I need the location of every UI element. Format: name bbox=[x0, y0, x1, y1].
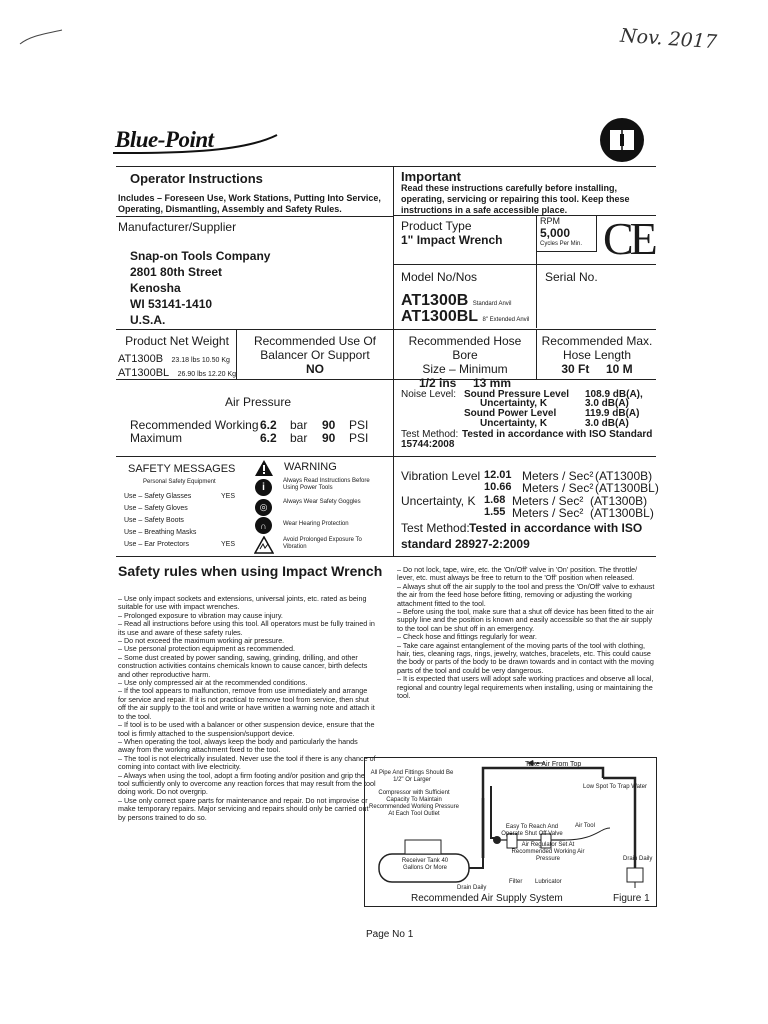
safety-rules-title: Safety rules when using Impact Wrench bbox=[118, 563, 383, 579]
air-pressure-bar-unit: bar bbox=[290, 431, 308, 445]
manufacturer-label: Manufacturer/Supplier bbox=[118, 220, 237, 234]
product-type-value: 1" Impact Wrench bbox=[401, 233, 503, 247]
safety-rule: – Use only correct spare parts for maintenance and repair. Do not improvise or make temporary repairs. Major servicing and repairs should only be carried out by persons trained to do so. bbox=[118, 795, 369, 822]
air-pressure-title: Air Pressure bbox=[225, 395, 292, 409]
vibration-value: 10.66 bbox=[484, 481, 512, 493]
manufacturer-address bbox=[130, 248, 270, 328]
safety-rule: – Prolonged exposure to vibration may cause injury. bbox=[118, 610, 283, 620]
warning-title: WARNING bbox=[284, 461, 337, 473]
ppe-item-label: Use – Safety Glasses bbox=[124, 493, 192, 500]
ppe-item-label: Use – Safety Boots bbox=[124, 517, 184, 524]
figure-number: Figure 1 bbox=[613, 893, 650, 904]
air-supply-figure bbox=[364, 757, 657, 907]
read-instructions-icon: i bbox=[255, 479, 272, 496]
safety-rule: – Some dust created by power sanding, sawing, grinding, drilling, and other construction activities contains chemicals known to cause cancer, birth defects and other reproductive harm. bbox=[118, 652, 368, 679]
address-line: Snap-on Tools Company bbox=[130, 249, 271, 263]
drain-daily-label: Drain Daily bbox=[457, 885, 487, 891]
safety-rule: – Do not exceed the maximum working air pressure. bbox=[118, 636, 285, 646]
noise-test-standard: 15744:2008 bbox=[401, 439, 455, 450]
safety-rule: – The tool is not electrically insulated. Never use the tool if there is any chance of coming into contact with live electricity. bbox=[118, 753, 376, 772]
noise-label: Noise Level: bbox=[401, 389, 457, 400]
low-spot-label: Low Spot To Trap Water bbox=[582, 784, 648, 790]
ppe-item bbox=[124, 503, 244, 515]
vibration-warning-icon bbox=[254, 536, 274, 554]
book-icon bbox=[600, 118, 644, 162]
safety-rules-left bbox=[118, 595, 376, 822]
safety-rule: – If the tool appears to malfunction, remove from use immediately and arrange for service and repair. If it is not practical to remove tool from service, then shut off the air supply to the tool and write or have written a warning note and attach it to the tool. bbox=[118, 686, 375, 721]
weight-label: Product Net Weight bbox=[125, 334, 229, 348]
read-manual-icon bbox=[600, 118, 644, 162]
address-line: 2801 80th Street bbox=[130, 265, 223, 279]
rpm-box bbox=[536, 215, 597, 252]
ppe-list bbox=[124, 491, 244, 551]
air-pressure-row-label: Recommended Working bbox=[130, 418, 259, 432]
air-pressure-bar: 6.2 bbox=[260, 431, 277, 445]
pipe-note: All Pipe And Fittings Should Be 1/2" Or Larger bbox=[370, 770, 454, 783]
ppe-item-value: YES bbox=[221, 493, 236, 500]
air-pressure-bar-unit: bar bbox=[290, 418, 308, 432]
safety-rule: – Use personal protection equipment as recommended. bbox=[118, 644, 295, 654]
safety-rule: – If tool is to be used with a balancer or other suspension device, ensure that the tool is firmly attached to the suspension/support device. bbox=[118, 720, 375, 738]
vibration-model: (AT1300B) bbox=[595, 469, 653, 483]
operator-includes: Includes – Foreseen Use, Work Stations, Putting Into Service, Operating, Dismantling, Assembly and Safety Rules. bbox=[118, 193, 381, 214]
hose-bore-mm: 13 mm bbox=[473, 376, 512, 390]
brand-logo bbox=[115, 127, 214, 153]
hose-bore-ins: 1/2 ins bbox=[418, 376, 457, 390]
drain-daily-label: Drain Daily bbox=[623, 856, 653, 862]
warning-item: Always Wear Safety Goggles bbox=[283, 499, 361, 505]
model-desc: Standard Anvil bbox=[472, 301, 512, 307]
rpm-unit: Cycles Per Min. bbox=[540, 241, 583, 247]
noise-value: 119.9 dB(A) bbox=[585, 408, 640, 419]
safety-rule: – Read all instructions before using this tool. All operators must be fully trained in its use and aware of these safety rules. bbox=[118, 619, 375, 637]
weight-row bbox=[118, 363, 236, 381]
vibration-value: 1.68 bbox=[484, 494, 506, 506]
warning-item: Avoid Prolonged Exposure To Vibration bbox=[283, 537, 362, 550]
noise-name: Uncertainty, K bbox=[480, 418, 548, 429]
hose-length-label-1: Recommended Max. bbox=[541, 334, 653, 348]
hose-length-m: 10 M bbox=[606, 362, 633, 376]
vibration-model: (AT1300B) bbox=[590, 494, 648, 508]
hose-bore-label-2: Size – Minimum bbox=[422, 362, 508, 376]
vibration-model: (AT1300BL) bbox=[595, 481, 659, 495]
warning-item: Wear Hearing Protection bbox=[283, 521, 349, 527]
weight-value: 23.18 lbs 10.50 Kg bbox=[171, 357, 230, 364]
pen-scribble bbox=[18, 28, 64, 48]
handwritten-date: Nov. 2017 bbox=[619, 24, 718, 54]
product-type-label: Product Type bbox=[401, 219, 472, 233]
weight-model: AT1300BL bbox=[118, 367, 170, 379]
safety-rule: – Always when using the tool, adopt a firm footing and/or position and grip the tool sufficiently only to overcome any reaction forces that may result from the tool doing work. Do not overgrip. bbox=[118, 770, 376, 797]
operator-title: Operator Instructions bbox=[130, 171, 263, 186]
ppe-label: Personal Safety Equipment bbox=[143, 479, 216, 485]
warning-triangle-icon bbox=[254, 459, 274, 477]
important-title: Important bbox=[401, 169, 461, 184]
ce-mark: CE bbox=[603, 213, 654, 264]
balancer-label-2: Balancer Or Support bbox=[260, 348, 370, 362]
hose-length bbox=[538, 334, 656, 376]
rpm-value: 5,000 bbox=[540, 226, 571, 240]
noise-test-label: Test Method: bbox=[401, 429, 459, 440]
vibration-unit: Meters / Sec² bbox=[512, 494, 584, 508]
safety-rule: – Take care against entanglement of the moving parts of the tool with clothing, hair, ties, cleaning rags, rings, jewelry, watches, bracelets, etc. This could cause the body or parts of the body to be drawn towards and in contact with the moving parts of the tool and could be very dangerous. bbox=[397, 640, 654, 675]
ppe-item-value: YES bbox=[221, 541, 236, 548]
noise-name: Sound Pressure Level bbox=[464, 389, 570, 400]
ppe-item-label: Use – Ear Protectors bbox=[124, 541, 189, 548]
safety-rule: – Before using the tool, make sure that a shut off device has been fitted to the air supply line and the position is known and easily accessible so that the air supply to the tool can be shut off in an emergency. bbox=[397, 607, 654, 633]
hose-bore bbox=[395, 334, 535, 390]
vibration-test-standard: standard 28927-2:2009 bbox=[401, 537, 530, 551]
vibration-uncertainty-label: Uncertainty, K bbox=[401, 494, 476, 508]
safety-rule: – When operating the tool, always keep the body and particularly the hands away from the working attachment fixed to the tool. bbox=[118, 736, 358, 755]
balancer-label-1: Recommended Use Of bbox=[253, 334, 377, 348]
hose-length-label-2: Hose Length bbox=[562, 348, 632, 362]
safety-rule: – Check hose and fittings regularly for wear. bbox=[397, 632, 537, 642]
vibration-test-label: Test Method: bbox=[401, 521, 470, 535]
vibration-value: 12.01 bbox=[484, 469, 512, 481]
important-text: Read these instructions carefully before installing, operating, servicing or repairing this tool. Keep these instructions in a safe accessible place. bbox=[401, 183, 630, 215]
safety-goggles-icon: ◎ bbox=[255, 499, 272, 516]
model-name: AT1300B bbox=[401, 292, 469, 309]
rpm-label: RPM bbox=[540, 216, 560, 226]
receiver-tank-label: Receiver Tank 40 Gallons Or More bbox=[401, 858, 449, 871]
lubricator-label: Lubricator bbox=[535, 879, 562, 885]
page-number: Page No 1 bbox=[366, 929, 414, 940]
hearing-protection-icon: ∩ bbox=[255, 517, 272, 534]
noise-value: 3.0 dB(A) bbox=[585, 398, 629, 409]
air-pressure-psi-unit: PSI bbox=[349, 418, 369, 432]
ppe-item-label: Use – Safety Gloves bbox=[124, 505, 188, 512]
take-air-label: Take Air From Top bbox=[525, 761, 582, 768]
serial-label: Serial No. bbox=[545, 270, 598, 284]
brand-name: Blue-Point bbox=[115, 127, 214, 152]
figure-caption: Recommended Air Supply System bbox=[411, 893, 563, 904]
logo-swoosh bbox=[111, 123, 281, 159]
address-line: U.S.A. bbox=[130, 313, 166, 327]
air-pressure-psi-unit: PSI bbox=[349, 431, 369, 445]
safety-messages-title: SAFETY MESSAGES bbox=[128, 463, 236, 475]
hose-length-ft: 30 Ft bbox=[561, 362, 590, 376]
weight-value: 26.90 lbs 12.20 Kg bbox=[177, 371, 237, 378]
safety-rule: – Do not lock, tape, wire, etc. the 'On/Off' valve in 'On' position. The throttle/ lever, etc. must always be free to return to the 'Off' position when released. bbox=[397, 565, 638, 583]
weight-model: AT1300B bbox=[118, 353, 164, 365]
model-name: AT1300BL bbox=[401, 308, 479, 325]
safety-rules-right bbox=[397, 566, 655, 701]
warning-item: Always Read Instructions Before Using Power Tools bbox=[283, 478, 370, 491]
noise-name: Uncertainty, K bbox=[480, 398, 548, 409]
ppe-item bbox=[124, 539, 244, 551]
balancer-value: NO bbox=[306, 362, 324, 376]
ppe-item-label: Use – Breathing Masks bbox=[124, 529, 197, 536]
filter-label: Filter bbox=[509, 879, 523, 885]
balancer-label bbox=[240, 334, 390, 376]
safety-rule: – Use only compressed air at the recommended conditions. bbox=[118, 678, 308, 688]
safety-rule: – Use only impact sockets and extensions, universal joints, etc. rated as being suitable for use with impact wrenches. bbox=[118, 594, 367, 612]
vibration-unit: Meters / Sec² bbox=[522, 481, 594, 495]
shut-off-valve-label: Easy To Reach And Operate Shut Off Valve bbox=[501, 824, 563, 837]
hose-bore-label-1: Recommended Hose Bore bbox=[408, 334, 522, 362]
address-line: WI 53141-1410 bbox=[130, 297, 213, 311]
air-tool-label: Air Tool bbox=[575, 823, 595, 829]
vibration-unit: Meters / Sec² bbox=[512, 506, 584, 520]
vibration-value: 1.55 bbox=[484, 506, 506, 518]
model-label: Model No/Nos bbox=[401, 270, 478, 284]
air-pressure-psi: 90 bbox=[322, 418, 336, 432]
vibration-unit: Meters / Sec² bbox=[522, 469, 594, 483]
ppe-item bbox=[124, 515, 244, 527]
air-pressure-bar: 6.2 bbox=[260, 418, 277, 432]
model-line bbox=[401, 308, 529, 326]
vibration-model: (AT1300BL) bbox=[590, 506, 654, 520]
vibration-level-label: Vibration Level bbox=[401, 469, 481, 483]
ppe-item bbox=[124, 491, 244, 503]
address-line: Kenosha bbox=[130, 281, 181, 295]
safety-rule: – It is expected that users will adopt safe working practices and observe all local, regional and country legal requirements when installing, using or maintaining the tool. bbox=[397, 674, 654, 701]
compressor-note: Compressor with Sufficient Capacity To Maintain Recommended Working Pressure At Each Tool Outlet bbox=[369, 790, 459, 817]
noise-value: 3.0 dB(A) bbox=[585, 418, 629, 429]
noise-name: Sound Power Level bbox=[464, 408, 557, 419]
vibration-test-value: Tested in accordance with ISO bbox=[469, 521, 643, 535]
air-pressure-psi: 90 bbox=[322, 431, 336, 445]
model-desc: 8" Extended Anvil bbox=[482, 317, 530, 323]
air-pressure-row-label: Maximum bbox=[130, 431, 183, 445]
safety-rule: – Always shut off the air supply to the tool and press the 'On/Off' valve to exhaust the air from the feed hose before fitting, removing or adjusting the working attachment fitted to the tool. bbox=[397, 581, 655, 608]
ppe-item bbox=[124, 527, 244, 539]
noise-value: 108.9 dB(A), bbox=[585, 389, 643, 400]
regulator-label: Air Regulator Set At Recommended Working Air Pressure bbox=[511, 842, 585, 862]
noise-test-value: Tested in accordance with ISO Standard bbox=[462, 429, 653, 440]
